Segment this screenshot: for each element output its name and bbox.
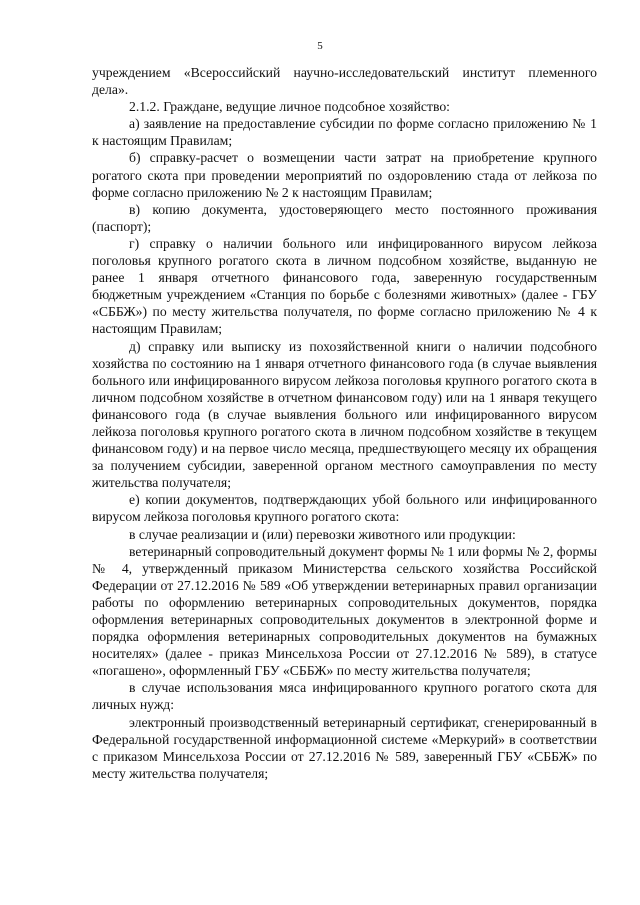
paragraph-item-e: е) копии документов, подтверждающих убой больного или инфицированного вирусом лейкоза поголовья крупного рогатого скота: — [92, 492, 597, 525]
paragraph-2-1-2-heading: 2.1.2. Граждане, ведущие личное подсобное хозяйство: — [129, 99, 450, 115]
paragraph-item-g: г) справку о наличии больного или инфицированного вирусом лейкоза поголовья крупного рогатого скота в личном подсобном хозяйстве, выданную не ранее 1 января отчетного финансового года, заверенную государственным бюджетным учреждением «Станция по борьбе с болезнями животных» (далее - ГБУ «СББЖ») по месту жительства получателя, по форме согласно приложению № 4 к настоящим Правилам; — [92, 235, 597, 337]
page-number: 5 — [317, 40, 323, 52]
paragraph-vet-document: ветеринарный сопроводительный документ формы № 1 или формы № 2, формы № 4, утвержденный приказом Министерства сельского хозяйства Российской Федерации от 27.12.2016 № 589 «Об утверждении ветеринарных правил организации работы по оформлению ветеринарных сопроводительных документов, порядка оформления ветеринарных сопроводительных документов в электронной форме и порядка оформления ветеринарных сопроводительных документов на бумажных носителях» (далее - приказ Минсельхоза России от 27.12.2016 № 589), в статусе «погашено», оформленный ГБУ «СББЖ» по месту жительства получателя; — [92, 543, 597, 679]
paragraph-item-b: б) справку-расчет о возмещении части затрат на приобретение крупного рогатого скота при проведении мероприятий по оздоровлению стада от лейкоза по форме согласно приложению № 2 к настоящим Правилам; — [92, 150, 597, 200]
paragraph-personal-use-case: в случае использования мяса инфицированного крупного рогатого скота для личных нужд: — [92, 680, 597, 713]
paragraph-sale-case: в случае реализации и (или) перевозки животного или продукции: — [129, 526, 516, 542]
paragraph-item-d: д) справку или выписку из похозяйственной книги о наличии подсобного хозяйства по состоянию на 1 января отчетного финансового года (в случае выявления больного или инфицированного вирусом лейкоза поголовья крупного рогатого скота в личном подсобном хозяйстве в отчетном финансовом году) или на 1 января текущего финансового года (в случае выявления больного или инфицированного вирусом лейкоза поголовья крупного рогатого скота в личном подсобном хозяйстве в текущем финансовом году) и на первое число месяца, предшествующего месяцу их обращения за получением субсидии, заверенной органом местного самоуправления по месту жительства получателя; — [92, 338, 597, 491]
paragraph-item-a: а) заявление на предоставление субсидии по форме согласно приложению № 1 к настоящим Правилам; — [92, 116, 597, 149]
document-body — [92, 64, 597, 782]
paragraph-item-v: в) копию документа, удостоверяющего место постоянного проживания (паспорт); — [92, 201, 597, 234]
paragraph-electronic-certificate: электронный производственный ветеринарный сертификат, сгенерированный в Федеральной государственной информационной системе «Меркурий» в соответствии с приказом Минсельхоза России от 27.12.2016 № 589, заверенный ГБУ «СББЖ» по месту жительства получателя; — [92, 714, 597, 781]
paragraph-institute-continuation: учреждением «Всероссийский научно-исследовательский институт племенного дела». — [92, 65, 597, 98]
